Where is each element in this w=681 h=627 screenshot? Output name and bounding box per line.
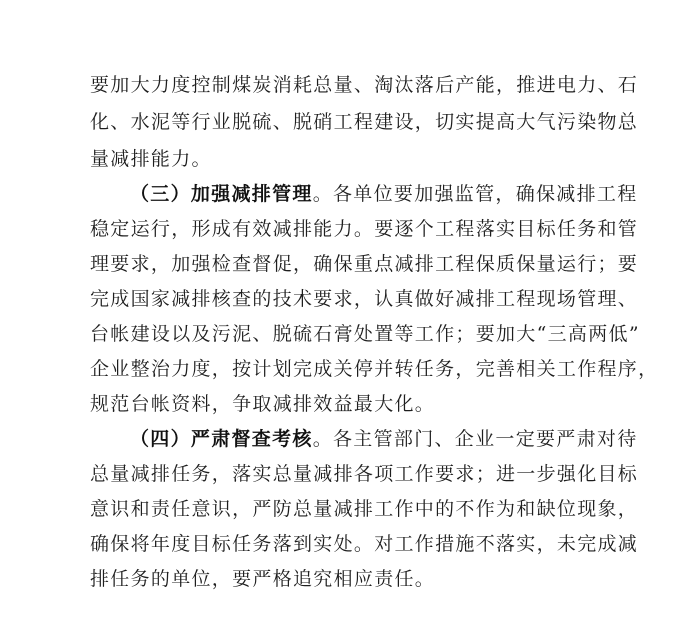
section-3-text: 。各单位要加强监管，确保减排工程	[312, 183, 638, 205]
section-3-heading: （三）加强减排管理	[130, 183, 313, 205]
paragraph-line: 排任务的单位，要严格追究相应责任。	[90, 568, 436, 590]
paragraph-line: 要加大力度控制煤炭消耗总量、淘汰落后产能，推进电力、石	[90, 74, 639, 96]
paragraph-line: 稳定运行，形成有效减排能力。要逐个工程落实目标任务和管	[90, 218, 639, 240]
section-3-first-line	[130, 179, 650, 209]
paragraph-line: 规范台帐资料，争取减排效益最大化。	[90, 393, 436, 415]
paragraph-line: 化、水泥等行业脱硫、脱硝工程建设，切实提高大气污染物总	[90, 111, 639, 133]
paragraph-line: 完成国家减排核查的技术要求，认真做好减排工程现场管理、	[90, 288, 639, 310]
paragraph-line: 台帐建设以及污泥、脱硫石膏处置等工作；要加大“三高两低”	[90, 323, 640, 345]
paragraph-line: 确保将年度目标任务落到实处。对工作措施不落实，未完成减	[90, 533, 639, 555]
section-4-first-line	[130, 424, 650, 454]
paragraph-line: 企业整治力度，按计划完成关停并转任务，完善相关工作程序，	[90, 358, 659, 380]
paragraph-line: 理要求，加强检查督促，确保重点减排工程保质保量运行；要	[90, 253, 639, 275]
paragraph-line: 意识和责任意识，严防总量减排工作中的不作为和缺位现象，	[90, 498, 639, 520]
paragraph-line: 总量减排任务，落实总量减排各项工作要求；进一步强化目标	[90, 463, 639, 485]
section-4-heading: （四）严肃督查考核	[130, 428, 313, 450]
paragraph-line: 量减排能力。	[90, 148, 212, 170]
section-4-text: 。各主管部门、企业一定要严肃对待	[312, 428, 638, 450]
